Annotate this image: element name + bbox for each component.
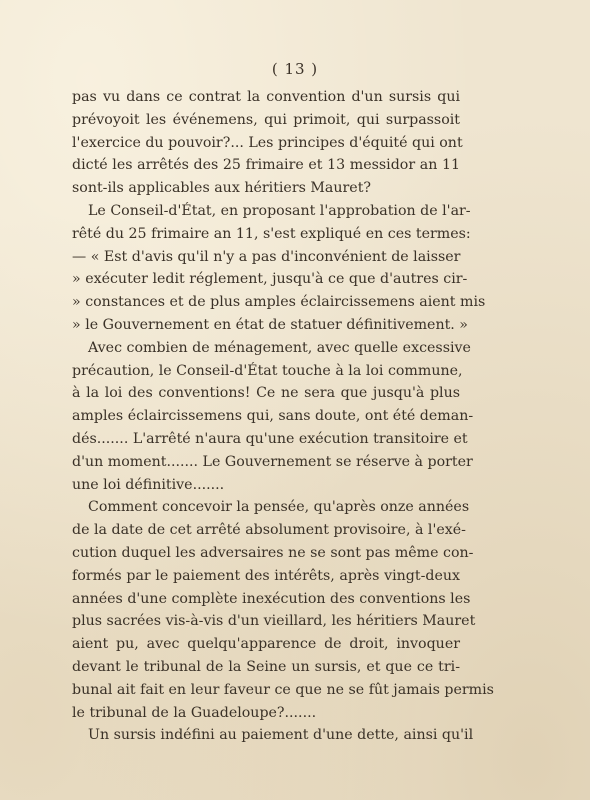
text-line: Le Conseil-d'État, en proposant l'approbation de l'ar-	[88, 202, 471, 219]
text-line: précaution, le Conseil-d'État touche à la loi commune,	[72, 362, 463, 379]
text-line: aient pu, avec quelqu'apparence de droit, invoquer	[72, 636, 460, 653]
text-line: » le Gouvernement en état de statuer définitivement. »	[72, 316, 468, 333]
text-line: bunal ait fait en leur faveur ce que ne se fût jamais permis	[72, 681, 494, 698]
text-line: dés....... L'arrêté n'aura qu'une exécution transitoire et	[72, 430, 468, 447]
text-line: l'exercice du pouvoir?... Les principes d'équité qui ont	[72, 134, 463, 151]
text-line: Un sursis indéfini au paiement d'une dette, ainsi qu'il	[88, 727, 474, 744]
text-line: » exécuter ledit réglement, jusqu'à ce que d'autres cir-	[72, 271, 468, 288]
body-text	[72, 86, 494, 747]
text-line: pas vu dans ce contrat la convention d'un sursis qui	[72, 89, 460, 105]
text-line: sont-ils applicables aux héritiers Mauret?	[72, 180, 372, 197]
text-line: de la date de cet arrêté absolument provisoire, à l'exé-	[72, 522, 466, 539]
text-line: à la loi des conventions! Ce ne sera que jusqu'à plus	[72, 385, 460, 402]
text-line: prévoyoit les événemens, qui primoit, qui surpassoit	[72, 111, 460, 128]
text-line: plus sacrées vis-à-vis d'un vieillard, les héritiers Mauret	[72, 613, 476, 630]
text-line: devant le tribunal de la Seine un sursis, et que ce tri-	[72, 658, 460, 675]
text-line: » constances et de plus amples éclaircissemens aient mis	[72, 294, 486, 311]
text-line: — « Est d'avis qu'il n'y a pas d'inconvénient de laisser	[72, 248, 461, 265]
text-line: Comment concevoir la pensée, qu'après onze années	[88, 499, 470, 516]
text-line: d'un moment....... Le Gouvernement se réserve à porter	[72, 453, 473, 470]
text-line: rêté du 25 frimaire an 11, s'est expliqué en ces termes:	[72, 225, 471, 242]
text-line: une loi définitive.......	[72, 476, 225, 493]
text-line: dicté les arrêtés des 25 frimaire et 13 messidor an 11	[72, 157, 460, 174]
text-line: formés par le paiement des intérêts, après vingt-deux	[72, 567, 460, 584]
text-line: Avec combien de ménagement, avec quelle excessive	[88, 339, 471, 356]
text-line: années d'une complète inexécution des conventions les	[72, 590, 471, 607]
text-line: cution duquel les adversaires ne se sont pas même con-	[72, 544, 474, 561]
text-line: amples éclaircissemens qui, sans doute, ont été deman-	[72, 408, 474, 425]
page-number: ( 13 )	[271, 60, 319, 78]
text-line: le tribunal de la Guadeloupe?.......	[72, 704, 317, 721]
